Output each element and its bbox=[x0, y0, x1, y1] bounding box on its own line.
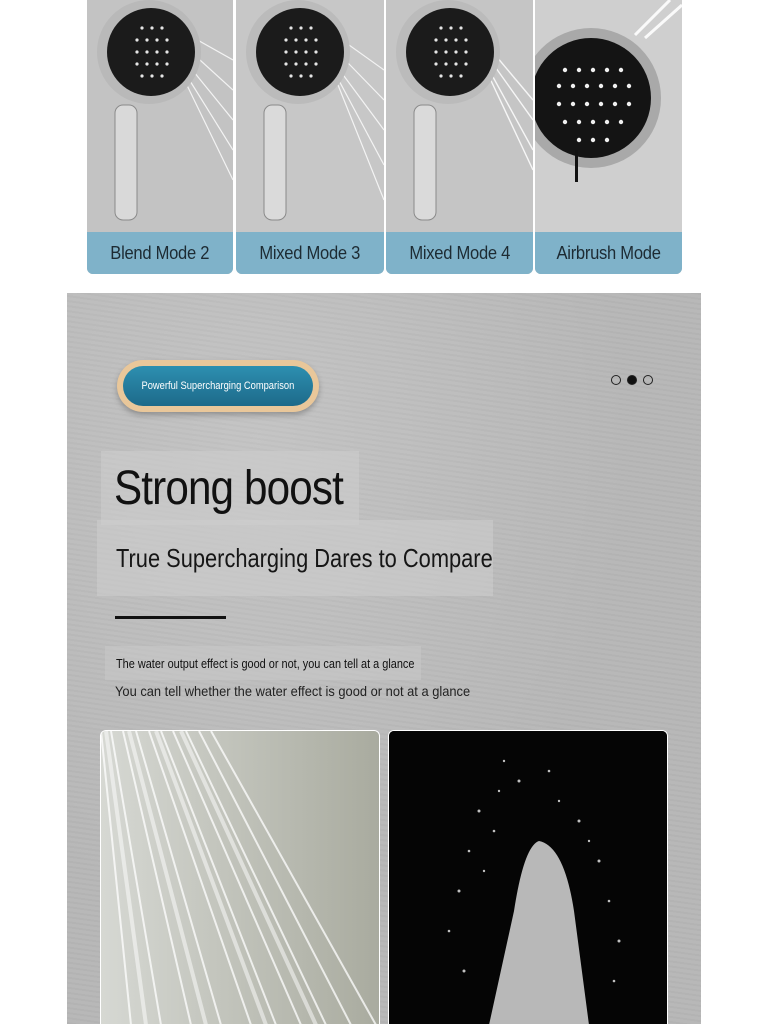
mode-card-blend-2[interactable] bbox=[87, 0, 233, 274]
weak-spray-image bbox=[388, 730, 668, 1024]
shower-head-spray-icon bbox=[236, 0, 384, 232]
carousel-indicator bbox=[611, 375, 653, 385]
mode-label: Mixed Mode 3 bbox=[236, 232, 384, 274]
feature-badge-label: Powerful Supercharging Comparison bbox=[141, 380, 295, 392]
mode-label: Blend Mode 2 bbox=[87, 232, 233, 274]
comparison-images bbox=[100, 730, 668, 1024]
comparison-panel bbox=[67, 293, 701, 1024]
feature-badge-inner bbox=[123, 366, 313, 406]
mode-strip bbox=[87, 0, 682, 274]
shower-head-spray-icon bbox=[386, 0, 533, 232]
mode-card-mixed-3[interactable] bbox=[236, 0, 384, 274]
shower-head-face-icon bbox=[535, 0, 682, 232]
divider bbox=[115, 616, 226, 619]
mode-label: Airbrush Mode bbox=[535, 232, 682, 274]
caption-secondary: You can tell whether the water effect is good or not at a glance bbox=[115, 683, 471, 699]
subheadline: True Supercharging Dares to Compare bbox=[116, 543, 493, 573]
carousel-dot[interactable] bbox=[643, 375, 653, 385]
mode-card-mixed-4[interactable] bbox=[386, 0, 533, 274]
mode-label: Mixed Mode 4 bbox=[386, 232, 533, 274]
page-title: Strong boost bbox=[114, 462, 343, 515]
caption-primary: The water output effect is good or not, you can tell at a glance bbox=[116, 656, 415, 671]
carousel-dot[interactable] bbox=[611, 375, 621, 385]
shower-head-spray-icon bbox=[87, 0, 233, 232]
mode-card-airbrush[interactable] bbox=[535, 0, 682, 274]
carousel-dot-active[interactable] bbox=[627, 375, 637, 385]
boosted-spray-image bbox=[100, 730, 380, 1024]
feature-badge bbox=[117, 360, 319, 412]
